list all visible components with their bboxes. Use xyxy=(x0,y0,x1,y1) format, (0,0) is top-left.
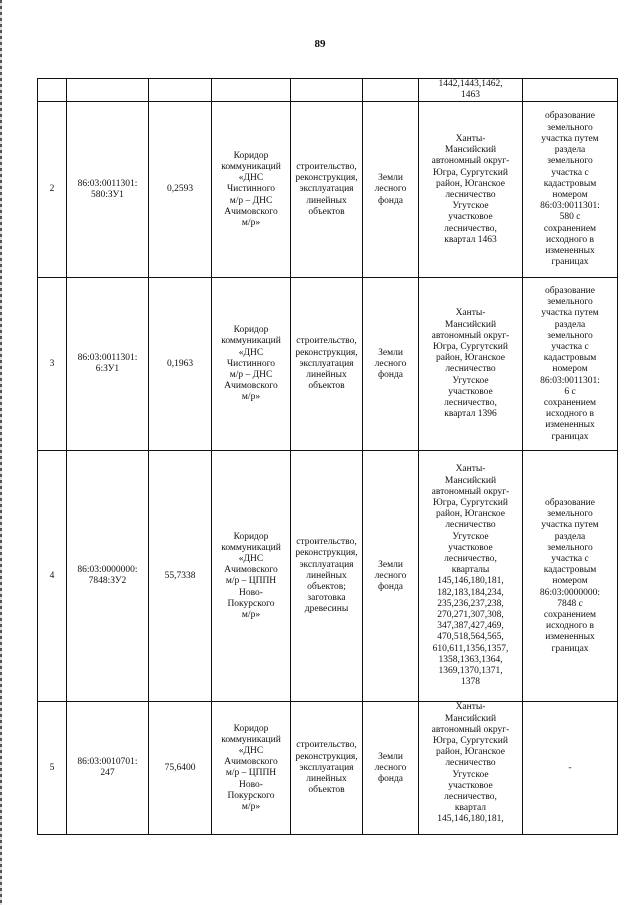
table-row xyxy=(38,278,618,451)
cell-note: образование земельного участка путем раздела земельного участка с кадастровым номером 86:03:0011301: 580 с сохранением исходного в измененных границах xyxy=(523,102,618,278)
cell-purpose xyxy=(291,79,363,102)
cell-num: 2 xyxy=(38,102,67,278)
cell-num: 4 xyxy=(38,451,67,702)
land-plots-table xyxy=(37,78,618,835)
cell-note: образование земельного участка путем раздела земельного участка с кадастровым номером 86:03:0000000: 7848 с сохранением исходного в измененных границах xyxy=(523,451,618,702)
cell-category: Земли лесного фонда xyxy=(363,451,419,702)
cell-category: Земли лесного фонда xyxy=(363,278,419,451)
cell-category: Земли лесного фонда xyxy=(363,702,419,835)
cell-cadastral: 86:03:0011301: 580:ЗУ1 xyxy=(67,102,149,278)
table-row xyxy=(38,702,618,835)
cell-object xyxy=(212,79,291,102)
cell-object: Коридор коммуникаций «ДНС Ачимовского м/р – ЦППН Ново- Покурского м/р» xyxy=(212,702,291,835)
cell-note: - xyxy=(523,702,618,835)
cell-note xyxy=(523,79,618,102)
cell-cadastral: 86:03:0000000: 7848:ЗУ2 xyxy=(67,451,149,702)
cell-num: 3 xyxy=(38,278,67,451)
cell-cadastral: 86:03:0010701: 247 xyxy=(67,702,149,835)
cell-location: Ханты- Мансийский автономный округ- Югра, Сургутский район, Юганское лесничество Угутское участковое лесничество, квартал 1396 xyxy=(419,278,523,451)
cell-cadastral xyxy=(67,79,149,102)
cell-cadastral: 86:03:0011301: 6:ЗУ1 xyxy=(67,278,149,451)
cell-purpose: строительство, реконструкция, эксплуатация линейных объектов xyxy=(291,102,363,278)
cell-num: 5 xyxy=(38,702,67,835)
cell-area: 75,6400 xyxy=(149,702,212,835)
cell-note: образование земельного участка путем раздела земельного участка с кадастровым номером 86:03:0011301: 6 с сохранением исходного в измененных границах xyxy=(523,278,618,451)
cell-purpose: строительство, реконструкция, эксплуатация линейных объектов xyxy=(291,278,363,451)
cell-area: 55,7338 xyxy=(149,451,212,702)
table-row xyxy=(38,451,618,702)
cell-area: 0,1963 xyxy=(149,278,212,451)
table-row xyxy=(38,102,618,278)
cell-category xyxy=(363,79,419,102)
scan-edge xyxy=(0,0,2,905)
table-row xyxy=(38,79,618,102)
cell-object: Коридор коммуникаций «ДНС Ачимовского м/р – ЦППН Ново- Покурского м/р» xyxy=(212,451,291,702)
cell-purpose: строительство, реконструкция, эксплуатация линейных объектов xyxy=(291,702,363,835)
cell-area: 0,2593 xyxy=(149,102,212,278)
cell-object: Коридор коммуникаций «ДНС Чистинного м/р – ДНС Ачимовского м/р» xyxy=(212,278,291,451)
cell-category: Земли лесного фонда xyxy=(363,102,419,278)
cell-num xyxy=(38,79,67,102)
page-number: 89 xyxy=(314,38,326,50)
cell-location: Ханты- Мансийский автономный округ- Югра, Сургутский район, Юганское лесничество Угутское участковое лесничество, кварталы 145,146,180,181, 182,183,184,234, 235,236,237,238, 270,271,307,308, 347,387,427,469, 470,518,564,565, 610,611,1356,1357, 1358,1363,1364, 1369,1370,1371, 1378 xyxy=(419,451,523,702)
cell-location: Ханты- Мансийский автономный округ- Югра, Сургутский район, Юганское лесничество Угутское участковое лесничество, квартал 145,146,180,181, xyxy=(419,702,523,835)
cell-location: Ханты- Мансийский автономный округ- Югра, Сургутский район, Юганское лесничество Угутское участковое лесничество, квартал 1463 xyxy=(419,102,523,278)
cell-object: Коридор коммуникаций «ДНС Чистинного м/р – ДНС Ачимовского м/р» xyxy=(212,102,291,278)
cell-area xyxy=(149,79,212,102)
cell-location: 1442,1443,1462, 1463 xyxy=(419,79,523,102)
cell-purpose: строительство, реконструкция, эксплуатация линейных объектов; заготовка древесины xyxy=(291,451,363,702)
